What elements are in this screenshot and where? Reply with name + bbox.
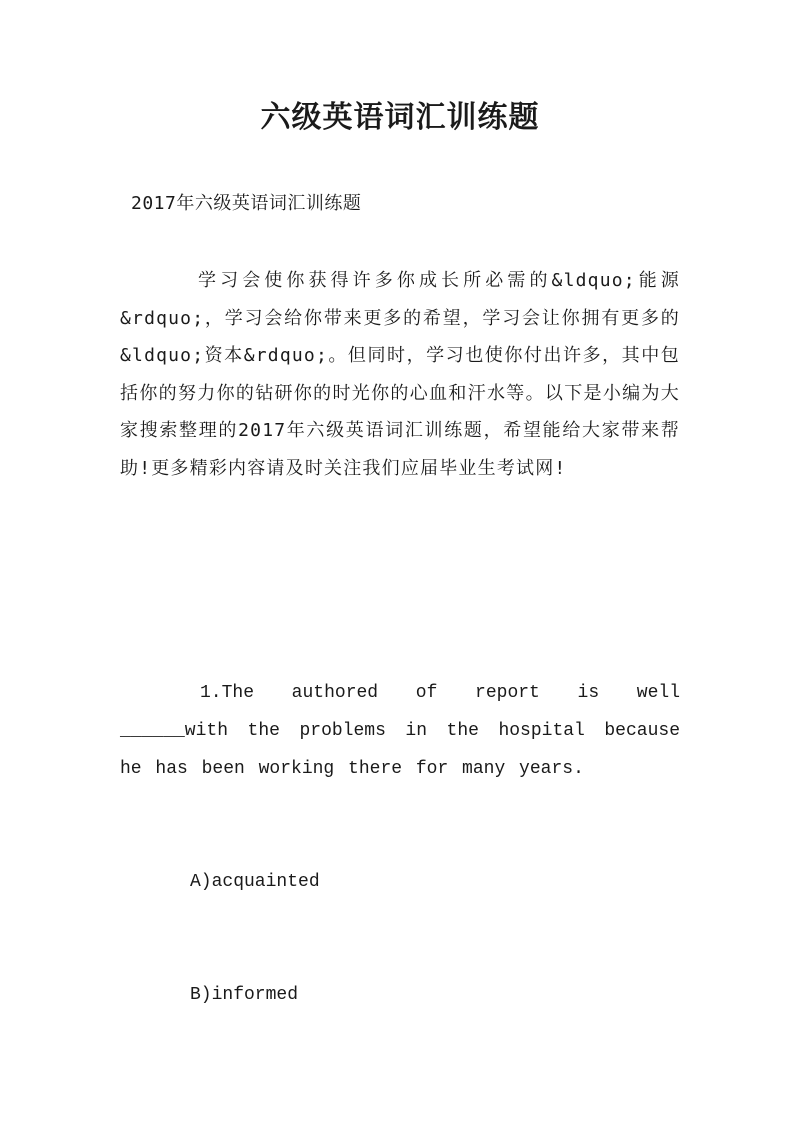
option-b: B)informed [190, 985, 299, 1005]
intro-paragraph: 学习会使你获得许多你成长所必需的&ldquo;能源&rdquo;，学习会给你带来更多的希望，学习会让你拥有更多的&ldquo;资本&rdquo;。但同时，学习也使你付出许多，其中包括你的努力你的钻研你的时光你的心血和汗水等。以下是小编为大家搜索整理的2017年六级英语词汇训练题，希望能给大家带来帮助!更多精彩内容请及时关注我们应届毕业生考试网! [120, 270, 680, 479]
question-text: 1.The authored of report is well ______with the problems in the hospital because he has been working there for many years. [120, 683, 680, 779]
option-a: A)acquainted [190, 872, 320, 892]
document-title: 六级英语词汇训练题 [260, 100, 540, 135]
document-subtitle: 2017年六级英语词汇训练题 [131, 193, 362, 214]
